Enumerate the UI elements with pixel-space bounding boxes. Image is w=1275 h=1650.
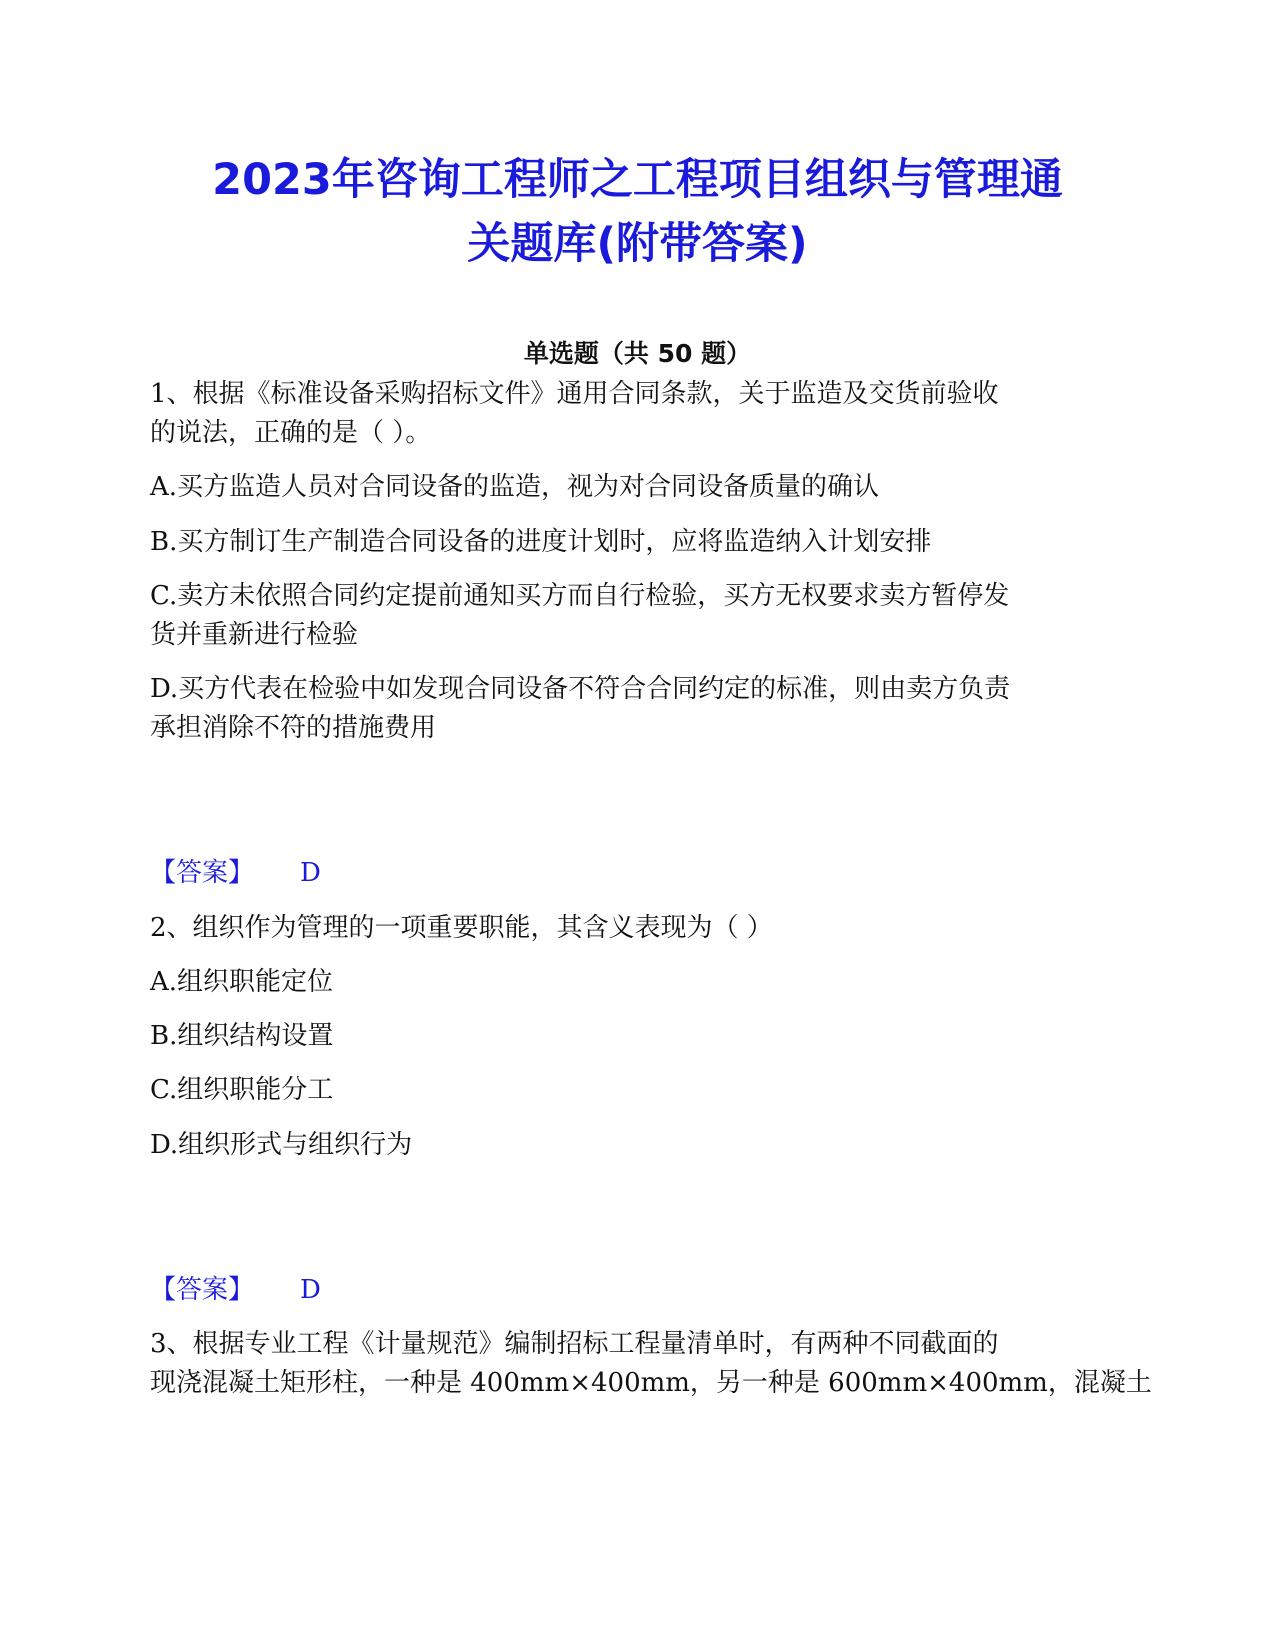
question-1-option-c-line-1: C.卖方未依照合同约定提前通知买方而自行检验，买方无权要求卖方暂停发 <box>150 581 1010 611</box>
question-1-option-d-line-1: D.买方代表在检验中如发现合同设备不符合合同约定的标准，则由卖方负责 <box>150 674 1011 704</box>
question-2-answer <box>150 1270 1110 1310</box>
document-title <box>140 148 1135 276</box>
question-2-option-a: A.组织职能定位 <box>150 967 334 997</box>
question-2-option-b: B.组织结构设置 <box>150 1021 334 1051</box>
section-title: 单选题（共 50 题） <box>523 339 752 368</box>
question-3-stem-line-2: 现浇混凝土矩形柱，一种是 400mm×400mm，另一种是 600mm×400mm，混凝土 <box>150 1368 1152 1398</box>
question-2-option-c: C.组织职能分工 <box>150 1075 334 1105</box>
question-1-stem-line-1: 1、根据《标准设备采购招标文件》通用合同条款，关于监造及交货前验收 <box>150 379 999 409</box>
question-1-option-a: A.买方监造人员对合同设备的监造，视为对合同设备质量的确认 <box>150 472 880 502</box>
question-1-stem-line-2: 的说法，正确的是（ ）。 <box>150 418 432 448</box>
answer-label: 【答案】 <box>150 1275 255 1305</box>
document-title-line-1: 2023年咨询工程师之工程项目组织与管理通 <box>212 155 1063 205</box>
question-2-option-d: D.组织形式与组织行为 <box>150 1130 413 1160</box>
question-3-stem-line-1: 3、根据专业工程《计量规范》编制招标工程量清单时，有两种不同截面的 <box>150 1329 999 1359</box>
question-1-answer <box>150 853 1110 893</box>
question-1-option-c-line-2: 货并重新进行检验 <box>150 620 359 650</box>
answer-value: D <box>300 858 321 888</box>
document-title-line-2: 关题库(附带答案) <box>467 219 808 269</box>
question-1-option-d-line-2: 承担消除不符的措施费用 <box>150 713 437 743</box>
answer-label: 【答案】 <box>150 858 255 888</box>
question-1-option-b: B.买方制订生产制造合同设备的进度计划时，应将监造纳入计划安排 <box>150 527 932 557</box>
answer-value: D <box>300 1275 321 1305</box>
question-2-stem-line-1: 2、组织作为管理的一项重要职能，其含义表现为（ ） <box>150 913 773 943</box>
